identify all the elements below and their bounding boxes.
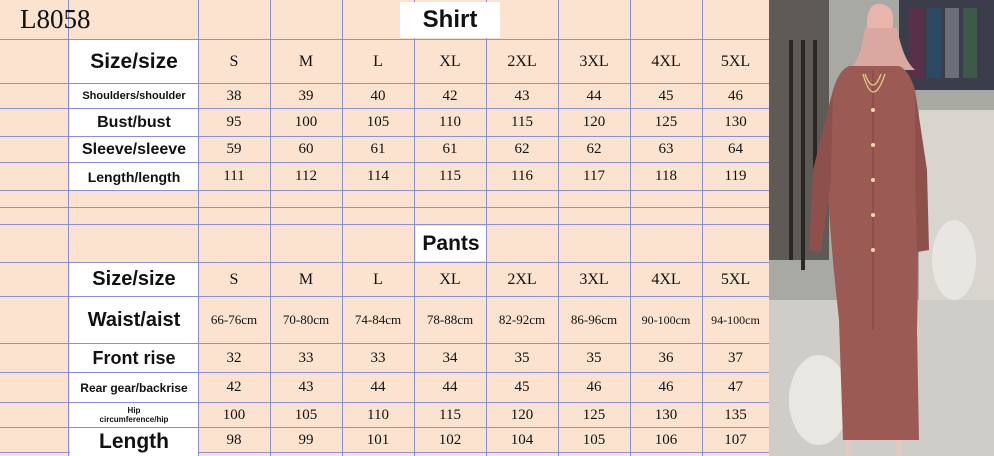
pants-size-header: 5XL bbox=[720, 270, 751, 288]
shirt-value: 60 bbox=[298, 141, 314, 157]
pants-title: Pants bbox=[416, 226, 486, 261]
pants-value: 47 bbox=[728, 379, 743, 395]
pants-value: 105 bbox=[582, 431, 606, 448]
shirt-title: Shirt bbox=[400, 2, 500, 38]
hip-label-line1: Hip bbox=[127, 406, 141, 415]
shirt-value: 130 bbox=[724, 114, 747, 130]
pants-value: 33 bbox=[370, 349, 386, 366]
row-label-bust: Bust/bust bbox=[70, 109, 198, 136]
shirt-size-header: M bbox=[298, 52, 314, 70]
shirt-value: 115 bbox=[439, 168, 461, 184]
pants-size-header: 2XL bbox=[507, 270, 537, 288]
pants-value: 44 bbox=[442, 379, 458, 395]
shirt-value: 38 bbox=[226, 87, 242, 104]
row-label-shoulders: Shoulders/shoulder bbox=[70, 84, 198, 108]
pants-value: 45 bbox=[514, 379, 530, 395]
pants-value: 46 bbox=[658, 379, 674, 395]
shirt-size-header: 5XL bbox=[720, 52, 751, 70]
pants-value: 70-80cm bbox=[282, 312, 330, 327]
shirt-value: 119 bbox=[724, 168, 747, 184]
pants-value: 110 bbox=[367, 406, 389, 423]
shirt-value: 105 bbox=[366, 114, 390, 130]
pants-value: 37 bbox=[728, 349, 743, 366]
shirt-value: 118 bbox=[655, 168, 677, 184]
shirt-value: 112 bbox=[295, 168, 317, 184]
pants-value: 125 bbox=[582, 406, 606, 423]
pants-value: 35 bbox=[586, 349, 602, 366]
row-label-backrise: Rear gear/backrise bbox=[70, 373, 198, 402]
shirt-value: 39 bbox=[298, 87, 314, 104]
shirt-value: 61 bbox=[442, 141, 458, 157]
pants-value: 43 bbox=[298, 379, 314, 395]
pants-value: 74-84cm bbox=[354, 312, 402, 327]
shirt-value: 59 bbox=[226, 141, 242, 157]
row-label-sleeve: Sleeve/sleeve bbox=[70, 137, 198, 162]
shirt-value: 63 bbox=[658, 141, 674, 157]
shirt-value: 115 bbox=[511, 114, 533, 130]
pants-value: 35 bbox=[514, 349, 530, 366]
shirt-value: 64 bbox=[728, 141, 743, 157]
product-photo bbox=[769, 0, 994, 456]
pants-size-header: XL bbox=[439, 270, 461, 288]
pants-value: 66-76cm bbox=[210, 312, 258, 327]
pants-value: 36 bbox=[658, 349, 674, 366]
shirt-size-header: XL bbox=[439, 52, 461, 70]
shirt-size-header: 4XL bbox=[651, 52, 681, 70]
product-code: L8058 bbox=[20, 4, 91, 34]
row-label-pants-length: Length bbox=[70, 428, 198, 456]
pants-value: 78-88cm bbox=[426, 312, 474, 327]
pants-value: 101 bbox=[366, 431, 390, 448]
shirt-size-label: Size/size bbox=[70, 40, 198, 83]
grid-line bbox=[0, 207, 769, 208]
pants-size-header: M bbox=[298, 270, 314, 288]
shirt-value: 45 bbox=[658, 87, 674, 104]
pants-value: 42 bbox=[226, 379, 242, 395]
pants-value: 105 bbox=[294, 406, 318, 423]
pants-value: 100 bbox=[222, 406, 246, 423]
pants-size-header: S bbox=[229, 270, 239, 288]
shirt-value: 40 bbox=[370, 87, 386, 104]
row-label-hip bbox=[70, 403, 198, 427]
pants-value: 33 bbox=[298, 349, 314, 366]
shirt-size-header: L bbox=[373, 52, 383, 70]
shirt-value: 100 bbox=[294, 114, 318, 130]
shirt-value: 116 bbox=[511, 168, 533, 184]
pants-value: 86-96cm bbox=[570, 312, 618, 327]
pants-value: 94-100cm bbox=[711, 312, 760, 327]
pants-value: 98 bbox=[226, 431, 242, 448]
pants-size-header: 4XL bbox=[651, 270, 681, 288]
pants-value: 115 bbox=[439, 406, 461, 423]
shirt-value: 42 bbox=[442, 87, 458, 104]
pants-size-header: L bbox=[373, 270, 383, 288]
grid-line bbox=[0, 224, 769, 225]
pants-size-label: Size/size bbox=[70, 263, 198, 296]
row-label-front-rise: Front rise bbox=[70, 344, 198, 372]
pants-value: 44 bbox=[370, 379, 386, 395]
row-label-length: Length/length bbox=[70, 163, 198, 190]
shirt-value: 61 bbox=[370, 141, 386, 157]
shirt-value: 120 bbox=[582, 114, 606, 130]
pants-size-header: 3XL bbox=[579, 270, 609, 288]
pants-value: 46 bbox=[586, 379, 602, 395]
shirt-value: 44 bbox=[586, 87, 602, 104]
grid-line bbox=[68, 0, 69, 456]
shirt-value: 111 bbox=[223, 168, 245, 184]
pants-value: 104 bbox=[510, 431, 534, 448]
pants-value: 99 bbox=[298, 431, 314, 448]
shirt-size-header: 2XL bbox=[507, 52, 537, 70]
shirt-size-header: 3XL bbox=[579, 52, 609, 70]
pants-value: 102 bbox=[438, 431, 462, 448]
pants-value: 34 bbox=[442, 349, 458, 366]
pants-value: 82-92cm bbox=[498, 312, 546, 327]
pants-value: 90-100cm bbox=[641, 312, 691, 327]
shirt-value: 110 bbox=[439, 114, 461, 130]
pants-value: 130 bbox=[654, 406, 678, 423]
shirt-value: 117 bbox=[583, 168, 605, 184]
shirt-value: 43 bbox=[514, 87, 530, 104]
row-label-waist: Waist/aist bbox=[70, 297, 198, 343]
pants-value: 32 bbox=[226, 349, 242, 366]
shirt-value: 125 bbox=[654, 114, 678, 130]
pants-value: 135 bbox=[724, 406, 747, 423]
shirt-value: 62 bbox=[586, 141, 602, 157]
model-illustration bbox=[769, 0, 994, 456]
pants-value: 120 bbox=[510, 406, 534, 423]
hip-label-line2: circumference/hip bbox=[99, 415, 169, 424]
shirt-value: 46 bbox=[728, 87, 743, 104]
pants-value: 106 bbox=[654, 431, 678, 448]
shirt-value: 95 bbox=[226, 114, 242, 130]
shirt-value: 62 bbox=[514, 141, 530, 157]
shirt-value: 114 bbox=[367, 168, 389, 184]
grid-line bbox=[0, 190, 769, 191]
pants-value: 107 bbox=[724, 431, 747, 448]
shirt-size-header: S bbox=[229, 52, 239, 70]
